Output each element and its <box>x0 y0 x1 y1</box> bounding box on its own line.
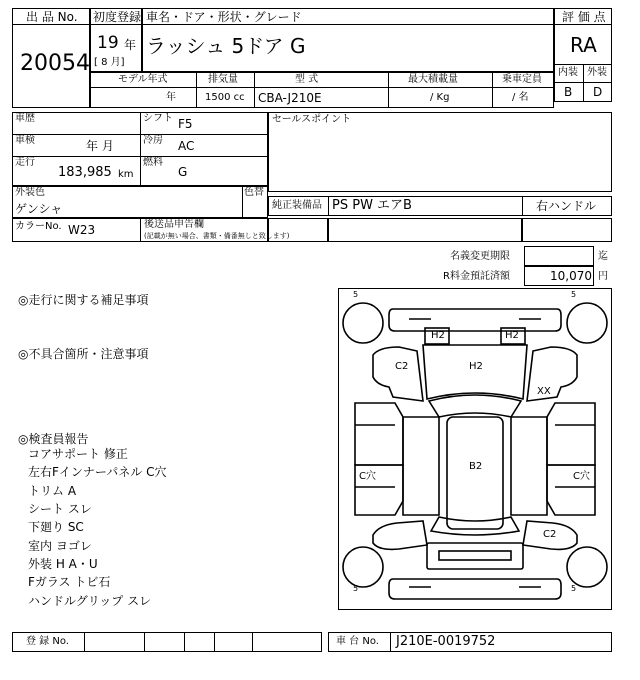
color-no-label: カラーNo. <box>15 221 62 232</box>
hood <box>423 345 527 399</box>
damage-mark: C2 <box>395 361 409 372</box>
interior-grade: B <box>564 85 573 99</box>
car-diagram <box>338 288 612 610</box>
defects-label: ◎不具合箇所・注意事項 <box>18 347 149 361</box>
name-change-suffix: 迄 <box>598 251 608 262</box>
damage-mark: C2 <box>543 529 557 540</box>
mileage-unit: km <box>118 169 134 180</box>
front-fender-left <box>373 347 423 401</box>
front-bumper <box>389 309 561 331</box>
shift-value: F5 <box>178 117 193 131</box>
fuel-label: 燃料 <box>143 157 163 168</box>
side-window-left <box>403 417 439 515</box>
recycle-label: R料金預託済額 <box>443 271 510 282</box>
model-year-label: モデル年式 <box>118 74 168 85</box>
report-line: トリム A <box>28 484 77 498</box>
inspection-label: 車検 <box>15 135 35 146</box>
damage-mark: H2 <box>469 361 483 372</box>
type-label: 型 式 <box>295 74 319 85</box>
displacement-label: 排気量 <box>208 74 238 85</box>
rating-value: RA <box>570 33 597 57</box>
type-value: CBA-J210E <box>258 91 322 105</box>
steering-value: 右ハンドル <box>536 199 597 213</box>
tire-label-fl: 5 <box>353 290 359 299</box>
side-window-right <box>511 417 547 515</box>
displacement-value: 1500 cc <box>205 92 245 103</box>
mileage-label: 走行 <box>15 157 35 168</box>
tire-rear-right <box>567 547 607 587</box>
post-docs-slot-1 <box>268 218 328 242</box>
lot-number: 20054 <box>20 51 90 76</box>
sales-points-label: セールスポイント <box>272 114 352 125</box>
car-outline <box>339 289 611 609</box>
recycle-value: 10,070 <box>550 269 592 283</box>
post-docs-label: 後送品申告欄 <box>144 219 204 230</box>
equipment-label: 純正装備品 <box>272 200 322 211</box>
report-line: Fガラス トビ石 <box>28 575 111 589</box>
capacity-label: 乗車定員 <box>502 74 542 85</box>
report-line: コアサポート 修正 <box>28 447 128 461</box>
windshield <box>429 395 521 417</box>
report-line: ハンドルグリップ スレ <box>28 594 152 608</box>
post-docs-slot-2 <box>328 218 522 242</box>
post-docs-slot-3 <box>522 218 612 242</box>
max-load-value: / Kg <box>430 92 450 103</box>
tire-front-left <box>343 303 383 343</box>
tailgate <box>427 543 523 569</box>
mileage-value: 183,985 <box>58 165 112 180</box>
color-no-value: W23 <box>68 223 96 237</box>
ac-label: 冷房 <box>143 135 163 146</box>
capacity-value: / 名 <box>512 92 529 103</box>
chassis-number: J210E-0019752 <box>396 634 496 649</box>
registration-label: 登 録 No. <box>26 636 69 647</box>
ac-value: AC <box>178 139 195 153</box>
damage-mark: XX <box>537 386 551 397</box>
chassis-label: 車 台 No. <box>336 636 379 647</box>
color-change-label: 色替 <box>244 187 264 198</box>
recycle-unit: 円 <box>598 271 608 282</box>
tire-label-fr: 5 <box>571 290 577 299</box>
post-docs-note: (記載が無い場合、書類・備番無しと致します) <box>144 232 290 240</box>
report-line: 外装 H A・U <box>28 557 98 571</box>
inspection-value: 年 月 <box>86 139 114 153</box>
exterior-grade: D <box>593 85 603 99</box>
report-line: 左右Fインナーパネル C穴 <box>28 465 167 479</box>
driving-notes-label: ◎走行に関する補足事項 <box>18 293 149 307</box>
report-line: 室内 ヨゴレ <box>28 539 92 553</box>
front-fender-right <box>527 347 577 401</box>
rear-fender-left <box>373 521 427 549</box>
damage-mark: C穴 <box>359 471 376 482</box>
tire-front-right <box>567 303 607 343</box>
first-reg-label: 初度登録 <box>93 10 142 24</box>
equipment-value: PS PW エアB <box>332 198 412 213</box>
tire-label-rl: 5 <box>353 584 359 593</box>
front-door-left <box>355 403 403 465</box>
model-year-unit: 年 <box>166 92 176 103</box>
lot-label: 出 品 No. <box>26 10 78 24</box>
exterior-color-value: ゲンシャ <box>15 202 63 216</box>
rear-window <box>431 517 519 535</box>
name-change-box <box>524 246 594 266</box>
inspector-report-label: ◎検査員報告 <box>18 432 89 446</box>
damage-mark: B2 <box>469 461 483 472</box>
max-load-label: 最大積載量 <box>408 74 458 85</box>
damage-mark: C穴 <box>573 471 590 482</box>
first-reg-year-unit: 年 <box>124 38 137 52</box>
damage-mark: H2 <box>505 330 519 341</box>
roof <box>447 417 503 529</box>
rear-bumper <box>389 579 561 599</box>
report-line: シート スレ <box>28 502 92 516</box>
fuel-value: G <box>178 165 188 179</box>
rating-label: 評 価 点 <box>562 10 606 24</box>
history-label: 車歴 <box>15 113 35 124</box>
first-reg-year: 19 <box>97 33 119 53</box>
damage-mark: H2 <box>431 330 445 341</box>
name-change-label: 名義変更期限 <box>450 251 510 262</box>
car-name-label: 車名・ドア・形状・グレード <box>146 10 302 24</box>
report-line: 下廻り SC <box>28 520 84 534</box>
first-reg-month: [ 8 月] <box>94 57 125 68</box>
exterior-label: 外装 <box>587 67 607 78</box>
shift-label: シフト <box>143 113 173 124</box>
exterior-color-label: 外装色 <box>15 187 45 198</box>
interior-label: 内装 <box>558 67 578 78</box>
tire-label-rr: 5 <box>571 584 577 593</box>
tire-rear-left <box>343 547 383 587</box>
front-door-right <box>547 403 595 465</box>
car-name: ラッシュ 5ドア G <box>146 34 306 58</box>
